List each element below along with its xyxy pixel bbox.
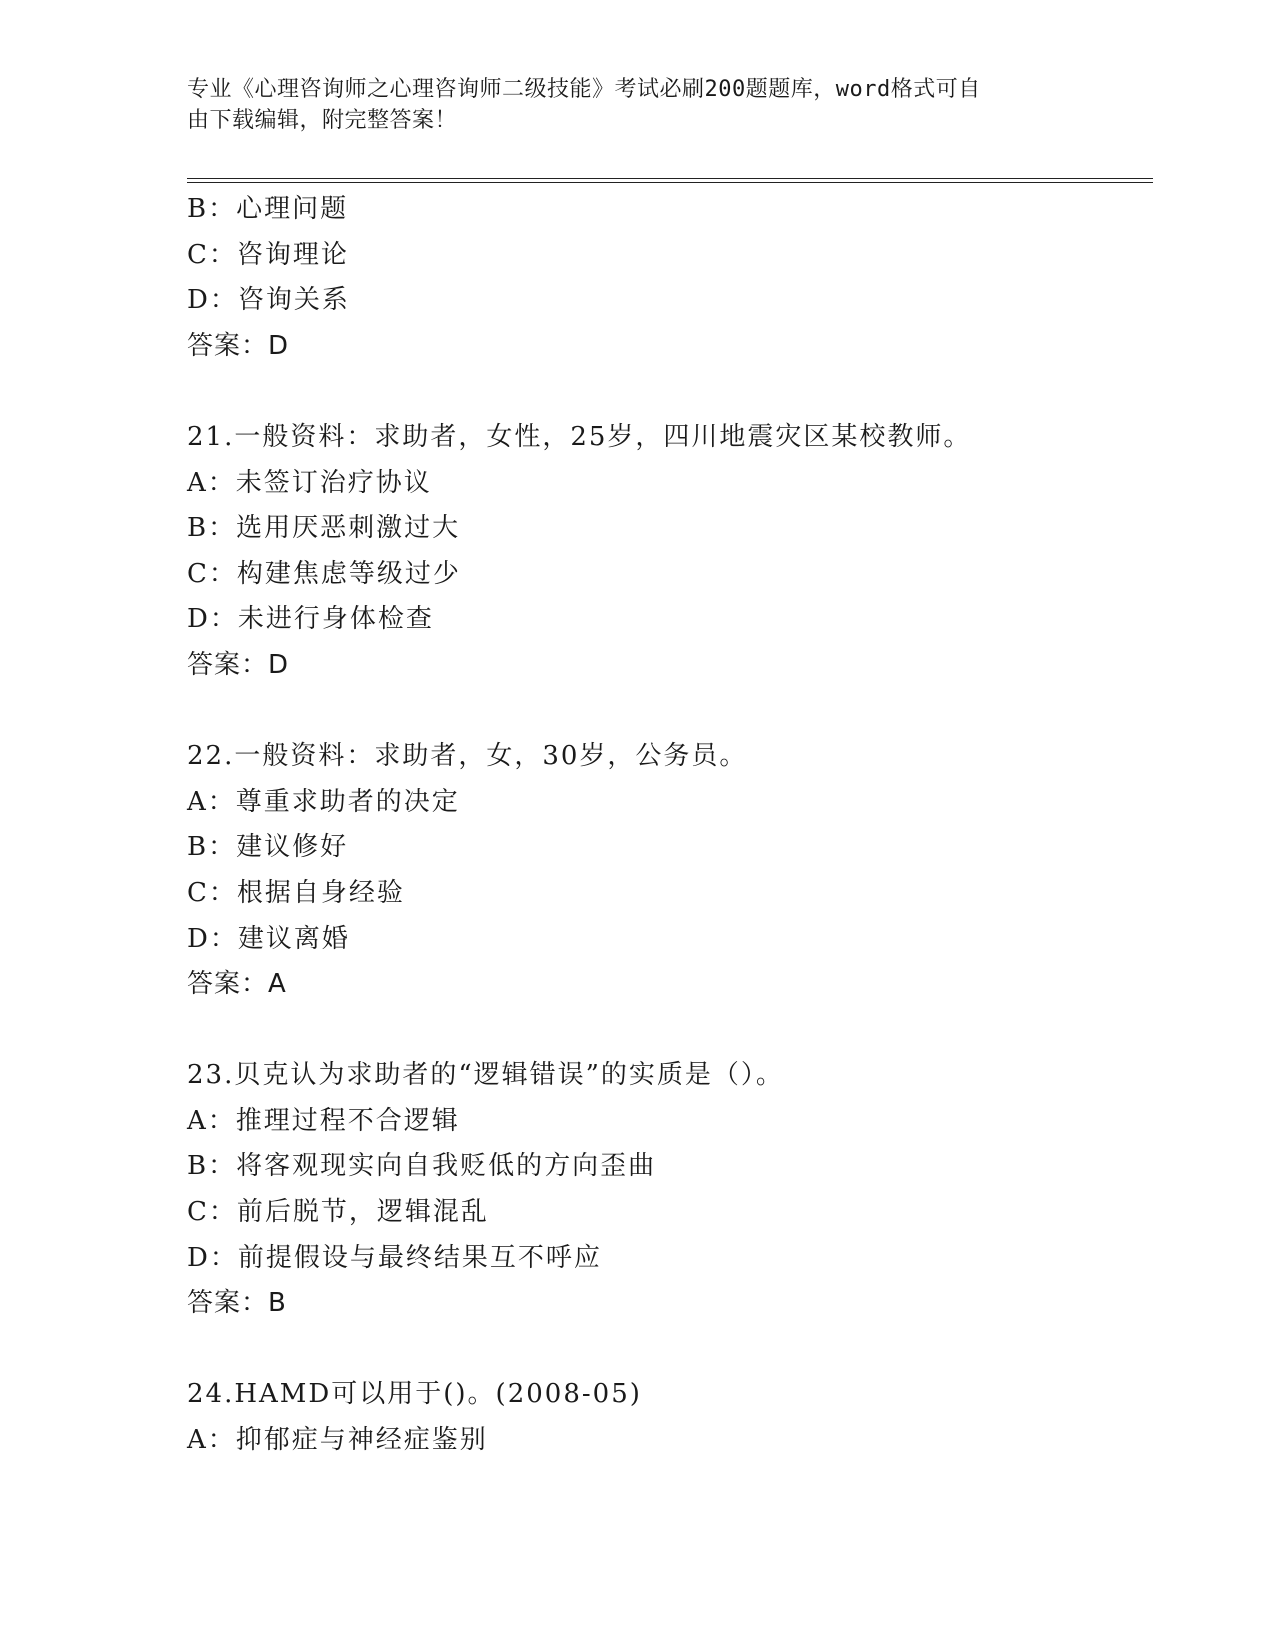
option-d: D：咨询关系 (187, 285, 350, 316)
option-a: A：推理过程不合逻辑 (187, 1105, 460, 1136)
option-c: C：根据自身经验 (187, 877, 405, 908)
option-d: D：未进行身体检查 (187, 604, 434, 635)
question-21 (187, 415, 1147, 689)
spacer (187, 1327, 1147, 1373)
question-stem: 21.一般资料：求助者，女性，25岁，四川地震灾区某校教师。 (187, 421, 972, 452)
question-list (187, 187, 1147, 1464)
question-carryover (187, 187, 1147, 369)
spacer (187, 1008, 1147, 1054)
answer-line: 答案：A (187, 969, 287, 1000)
spacer (187, 369, 1147, 415)
option-a: A：尊重求助者的决定 (187, 786, 460, 817)
question-23 (187, 1053, 1147, 1327)
option-d: D：前提假设与最终结果互不呼应 (187, 1242, 602, 1273)
option-b: B：心理问题 (187, 194, 349, 224)
question-22 (187, 734, 1147, 1008)
header-line-2: 由下载编辑，附完整答案！ (187, 108, 458, 133)
question-stem: 23.贝克认为求助者的“逻辑错误”的实质是（）。 (187, 1060, 784, 1091)
option-b: B：将客观现实向自我贬低的方向歪曲 (187, 1151, 657, 1182)
option-b: B：建议修好 (187, 832, 349, 863)
question-24 (187, 1372, 1147, 1463)
question-stem: 24.HAMD可以用于()。(2008-05) (187, 1379, 642, 1410)
header-divider-top (187, 178, 1153, 179)
option-a: A：抑郁症与神经症鉴别 (187, 1425, 488, 1456)
option-b: B：选用厌恶刺激过大 (187, 513, 461, 544)
option-c: C：咨询理论 (187, 239, 349, 270)
option-d: D：建议离婚 (187, 923, 350, 954)
answer-line: 答案：D (187, 649, 290, 680)
header-line-1: 专业《心理咨询师之心理咨询师二级技能》考试必刷200题题库，word格式可自 (187, 77, 981, 102)
header-divider-bottom (187, 182, 1153, 183)
document-header (187, 74, 1087, 136)
question-stem: 22.一般资料：求助者，女，30岁，公务员。 (187, 741, 748, 772)
spacer (187, 689, 1147, 735)
answer-line: 答案：B (187, 1288, 287, 1319)
option-c: C：构建焦虑等级过少 (187, 558, 461, 589)
answer-line: 答案：D (187, 330, 290, 361)
option-a: A：未签订治疗协议 (187, 467, 432, 498)
option-c: C：前后脱节，逻辑混乱 (187, 1197, 489, 1228)
